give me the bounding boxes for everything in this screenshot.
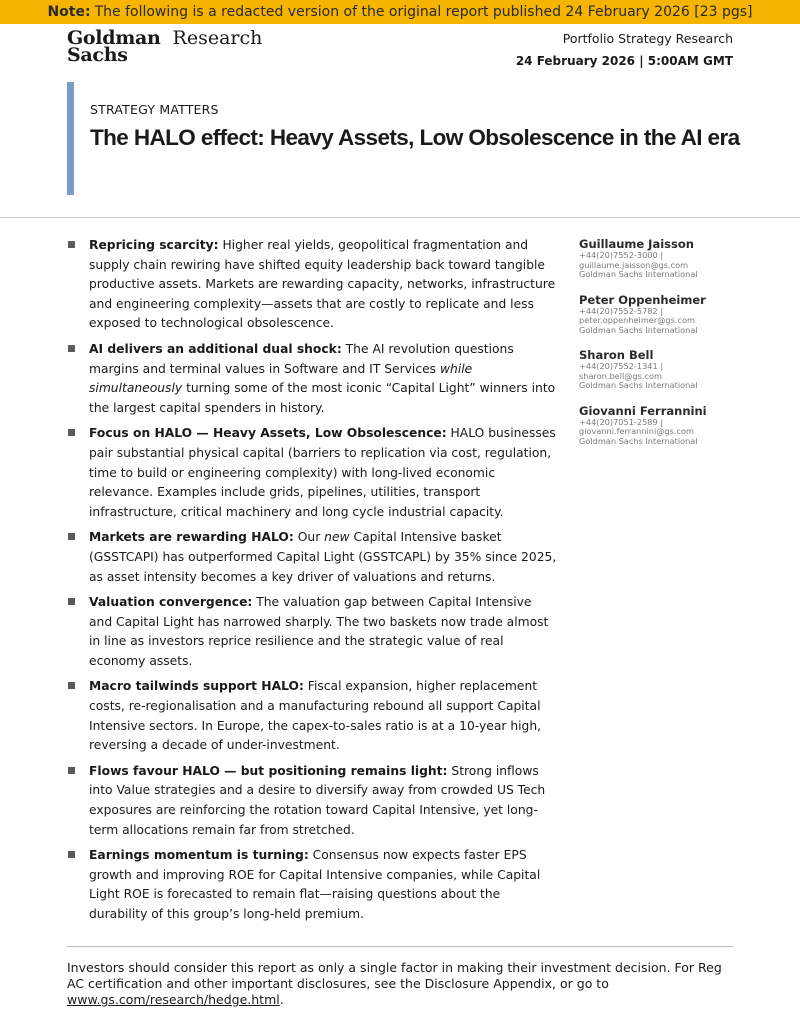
disclosure-end: . [279, 992, 284, 1007]
title-bold-part: A [337, 125, 354, 150]
key-point-text: The valuation gap between Capital Intensive and Capital Light has narrowed sharply. The two baskets now trade almost in line as investors reprice resilience and the strategic value of real economy assets. [89, 595, 549, 668]
key-point-text: Fiscal expansion, higher replacement costs, re-regionalisation and a manufacturing rebound all support Capital Intensive sectors. In Europe, the capex-to-sales ratio is at a 10-year high, reversing a decade of under-investment. [89, 679, 542, 753]
bullet-square-icon [68, 851, 75, 858]
author-email[interactable]: sharon.bell@gs.com [579, 370, 662, 381]
bullet-square-icon [68, 345, 75, 352]
author-firm: Goldman Sachs International [579, 269, 698, 279]
report-series: STRATEGY MATTERS [90, 102, 219, 117]
disclosure-link[interactable]: www.gs.com/research/hedge.html [67, 992, 280, 1007]
key-point-heading: Earnings momentum is turning: [89, 848, 309, 863]
author-email[interactable]: giovanni.ferrannini@gs.com [579, 426, 694, 436]
report-title [90, 125, 740, 151]
title-bold-part: L [419, 125, 433, 150]
publish-date: 24 February 2026 | 5:00AM GMT [515, 54, 733, 68]
title-part: ssets, [353, 125, 420, 150]
bullet-square-icon [68, 598, 75, 605]
title-accent-bar [67, 82, 74, 195]
key-point-text: turning some of the most iconic “Capital Light” winners into the largest capital spenders in history. [89, 381, 556, 415]
author-card [579, 293, 739, 336]
author-email[interactable]: peter.oppenheimer@gs.com [579, 315, 695, 325]
bullet-square-icon [68, 533, 75, 540]
author-phone: +44(20)7552-1341 | [579, 361, 664, 371]
author-phone: +44(20)7051-2589 | [579, 416, 664, 427]
redaction-note-banner [0, 0, 800, 24]
key-point [67, 424, 557, 522]
title-part: eavy [285, 125, 338, 150]
key-point-heading: Repricing scarcity: [89, 238, 219, 252]
key-point-text: Strong inflows into Value strategies and a desire to diversify away from crowded US Tech exposures are reinforcing the rotation toward Capital Intensive, yet long-term allocations remain far from stretched. [89, 763, 546, 837]
footer-divider [67, 946, 733, 947]
key-point-text: The AI revolution questions margins and terminal values in Software and IT Services [89, 341, 514, 376]
key-point [67, 762, 557, 840]
author-firm: Goldman Sachs International [579, 435, 698, 446]
key-point-heading: Valuation convergence: [89, 595, 253, 610]
key-point-text: Higher real yields, geopolitical fragmentation and supply chain rewiring have shifted equity leadership back toward tangible productive assets. Markets are rewarding capacity, networks, infrastructure and engineering complexity—assets that are costly to replicate and less exposed to technological obsolescence. [89, 238, 556, 331]
title-bold-part: H [269, 125, 286, 150]
key-points-list [67, 236, 557, 931]
header-divider [0, 217, 800, 218]
key-point-heading: AI delivers an additional dual shock: [89, 341, 342, 356]
author-card [579, 237, 739, 280]
key-point-text: Consensus now expects faster EPS growth and improving ROE for Capital Intensive companies, while Capital Light ROE is forecasted to remain flat—raising questions about the durability of this group’s long-held premium. [89, 848, 541, 921]
author-firm: Goldman Sachs International [579, 324, 698, 335]
key-point-text: HALO businesses pair substantial physical capital (barriers to replication via cost, regulation, time to build or engineering complexity) with long-lived economic relevance. Examples include grids, pipelines, utilities, transport infrastructure, critical machinery and long cycle industrial capacity. [89, 426, 556, 519]
bullet-square-icon [68, 429, 75, 436]
author-email[interactable]: guillaume.jaisson@gs.com [579, 259, 689, 270]
bullet-square-icon [68, 241, 75, 248]
author-card [579, 348, 739, 391]
report-meta [516, 28, 733, 72]
key-point-emphasis: while simultaneously [89, 361, 473, 396]
author-name: Sharon Bell [579, 348, 654, 362]
key-point-emphasis: new [324, 530, 350, 545]
authors-sidebar [579, 237, 739, 459]
title-part: ow [432, 125, 469, 150]
title-bold-part: O [468, 125, 486, 150]
key-point [67, 340, 557, 418]
goldman-sachs-research-logo [67, 27, 263, 66]
title-bold-part: HALO [133, 125, 196, 150]
disclosure-notice [67, 960, 737, 1008]
author-name: Peter Oppenheimer [579, 292, 706, 307]
key-point [67, 236, 557, 334]
author-name: Guillaume Jaisson [579, 237, 694, 251]
key-point-heading: Markets are rewarding HALO: [89, 530, 294, 545]
logo-research-word: Research [172, 27, 263, 49]
title-part: The [90, 125, 134, 150]
title-part: bsolescence in the AI era [485, 125, 740, 150]
author-phone: +44(20)7552-3000 | [579, 250, 664, 260]
key-point [67, 593, 557, 671]
key-point-heading: Flows favour HALO — but positioning remains light: [89, 763, 448, 778]
author-name: Giovanni Ferrannini [579, 403, 707, 418]
key-point-text: Capital Intensive basket (GSSTCAPI) has outperformed Capital Light (GSSTCAPL) by 35% since 2025, as asset intensity becomes a key driver of valuations and returns. [89, 530, 557, 584]
author-firm: Goldman Sachs International [579, 380, 698, 390]
title-part: effect: [195, 125, 270, 150]
key-point-heading: Focus on HALO — Heavy Assets, Low Obsolescence: [89, 426, 447, 441]
disclosure-text: Investors should consider this report as only a single factor in making their investment decision. For Reg AC certification and other important disclosures, see the Disclosure Appendix, or go to [67, 960, 722, 991]
key-point [67, 677, 557, 755]
department-label: Portfolio Strategy Research [562, 31, 733, 46]
bullet-square-icon [68, 767, 75, 774]
key-point [67, 846, 557, 924]
logo-line-sachs: Sachs [67, 44, 128, 66]
logo-line-goldman: Goldman [67, 27, 161, 49]
logo-wordmark [67, 27, 161, 66]
bullet-square-icon [68, 682, 75, 689]
author-phone: +44(20)7552-5782 | [579, 305, 664, 316]
key-point-text: Our [293, 530, 325, 545]
note-text: The following is a redacted version of the original report published 24 February 2026 [23 pgs] [94, 4, 753, 20]
key-point [67, 528, 557, 587]
key-point-heading: Macro tailwinds support HALO: [89, 679, 304, 694]
note-label: Note: [47, 4, 91, 20]
author-card [579, 404, 739, 447]
